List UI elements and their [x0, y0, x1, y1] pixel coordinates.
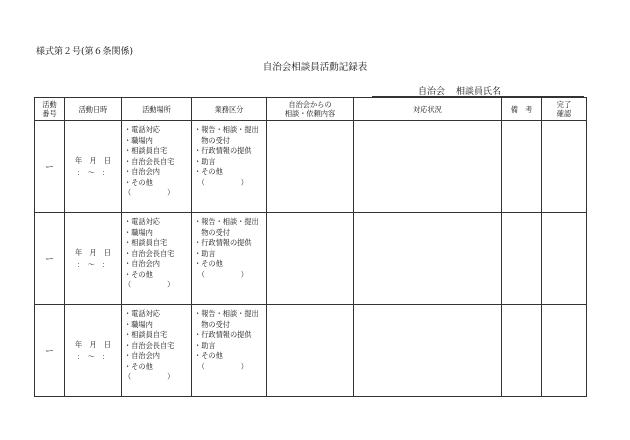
- activity-place-option[interactable]: ・自治会内: [124, 351, 160, 360]
- task-category-options: [194, 309, 266, 372]
- response-status-cell[interactable]: [354, 121, 502, 213]
- column-header-label: 確認: [556, 109, 572, 118]
- document-title: 自治会相談員活動記録表: [262, 62, 368, 73]
- activity-place-option[interactable]: ・電話対応: [124, 125, 160, 134]
- column-header: [65, 98, 122, 121]
- task-category-option[interactable]: 物の受付: [194, 135, 230, 145]
- activity-datetime-cell[interactable]: [65, 121, 122, 213]
- task-category-option[interactable]: ・その他: [194, 167, 223, 176]
- column-header: [542, 98, 587, 121]
- task-category-option[interactable]: ・その他: [194, 351, 223, 360]
- column-header-label: 活動場所: [142, 104, 171, 114]
- consultation-content-cell[interactable]: [267, 305, 354, 397]
- activity-date: 年 月 日: [75, 155, 111, 165]
- task-category-option[interactable]: ・行政情報の提供: [194, 238, 252, 247]
- activity-place-option[interactable]: ・職場内: [124, 227, 153, 237]
- task-category-options: [194, 125, 266, 188]
- activity-place-option[interactable]: ・電話対応: [124, 309, 160, 318]
- activity-place-option[interactable]: ・自治会内: [124, 259, 160, 268]
- consultation-content-cell[interactable]: [267, 213, 354, 305]
- activity-time-range: ： ～ ：: [76, 351, 110, 361]
- task-category-option[interactable]: （ ）: [194, 177, 248, 187]
- activity-place-option[interactable]: ・自治会長自宅: [124, 156, 175, 166]
- activity-place-cell[interactable]: [122, 121, 192, 213]
- column-header: [122, 98, 192, 121]
- activity-place-options: [124, 217, 191, 291]
- completion-check-cell[interactable]: [542, 213, 587, 305]
- signature-label: 相談員氏名: [456, 87, 502, 97]
- activity-place-cell[interactable]: [122, 305, 192, 397]
- activity-time-range: ： ～ ：: [76, 259, 110, 269]
- activity-place-option[interactable]: ・自治会長自宅: [124, 248, 175, 258]
- column-header: [267, 98, 354, 121]
- activity-place-options: [124, 309, 191, 383]
- activity-number-cell[interactable]: [35, 213, 65, 305]
- remarks-cell[interactable]: [502, 213, 542, 305]
- column-header-label: 相談・依頼内容: [284, 109, 336, 118]
- activity-log-table: [34, 97, 587, 397]
- remarks-cell[interactable]: [502, 305, 542, 397]
- column-header: [192, 98, 267, 121]
- activity-place-option[interactable]: ・相談員自宅: [124, 330, 168, 339]
- activity-place-option[interactable]: ・相談員自宅: [124, 238, 168, 247]
- task-category-option[interactable]: ・報告・相談・提出: [194, 309, 259, 318]
- task-category-option[interactable]: （ ）: [194, 361, 248, 371]
- activity-place-option[interactable]: ・その他: [124, 361, 153, 371]
- activity-place-option[interactable]: ・電話対応: [124, 217, 160, 226]
- activity-place-option[interactable]: ・その他: [124, 269, 153, 279]
- activity-number: ー: [44, 163, 54, 173]
- task-category-option[interactable]: ・報告・相談・提出: [194, 125, 259, 134]
- header-row: [35, 98, 587, 121]
- completion-check-cell[interactable]: [542, 121, 587, 213]
- task-category-option[interactable]: （ ）: [194, 269, 248, 279]
- remarks-cell[interactable]: [502, 121, 542, 213]
- activity-time-range: ： ～ ：: [76, 167, 110, 177]
- column-header-label: 業務区分: [214, 104, 244, 114]
- form-number: 様式第２号(第６条関係): [36, 47, 134, 57]
- activity-datetime-cell[interactable]: [65, 213, 122, 305]
- column-header-label: 活動: [42, 100, 57, 109]
- task-category-option[interactable]: ・行政情報の提供: [194, 146, 252, 155]
- activity-number-cell[interactable]: [35, 121, 65, 213]
- response-status-cell[interactable]: [354, 305, 502, 397]
- activity-place-option[interactable]: ・自治会長自宅: [124, 340, 175, 350]
- column-header-label: 番号: [42, 109, 57, 118]
- activity-place-option[interactable]: ・自治会内: [124, 167, 160, 176]
- task-category-cell[interactable]: [192, 305, 267, 397]
- activity-place-option[interactable]: ・その他: [124, 177, 153, 187]
- task-category-option[interactable]: ・助言: [194, 156, 216, 166]
- activity-datetime-cell[interactable]: [65, 305, 122, 397]
- activity-place-option[interactable]: （ ）: [124, 280, 175, 289]
- activity-place-option[interactable]: ・職場内: [124, 135, 153, 145]
- activity-place-option[interactable]: （ ）: [124, 188, 175, 197]
- column-header-label: 対応状況: [413, 104, 442, 114]
- task-category-cell[interactable]: [192, 121, 267, 213]
- activity-place-cell[interactable]: [122, 213, 192, 305]
- activity-place-options: [124, 125, 191, 199]
- activity-number: ー: [44, 255, 54, 265]
- table-row: [35, 121, 587, 213]
- task-category-option[interactable]: ・助言: [194, 248, 216, 258]
- task-category-option[interactable]: ・助言: [194, 340, 216, 350]
- task-category-cell[interactable]: [192, 213, 267, 305]
- task-category-option[interactable]: ・報告・相談・提出: [194, 217, 259, 226]
- column-header: [502, 98, 542, 121]
- column-header-label: 自治会からの: [288, 100, 332, 109]
- activity-number: ー: [44, 347, 54, 357]
- table-row: [35, 305, 587, 397]
- activity-date: 年 月 日: [75, 247, 111, 257]
- table-row: [35, 213, 587, 305]
- column-header-label: 活動日時: [78, 104, 108, 114]
- column-header: [35, 98, 65, 121]
- task-category-options: [194, 217, 266, 280]
- column-header-label: 完了: [556, 100, 572, 109]
- column-header: [354, 98, 502, 121]
- activity-place-option[interactable]: （ ）: [124, 372, 175, 381]
- signature-whitespace: 自治会: [418, 87, 446, 97]
- activity-date: 年 月 日: [75, 339, 111, 349]
- activity-number-cell[interactable]: [35, 305, 65, 397]
- task-category-option[interactable]: 物の受付: [194, 319, 230, 329]
- consultation-content-cell[interactable]: [267, 121, 354, 213]
- task-category-option[interactable]: 物の受付: [194, 227, 230, 237]
- task-category-option[interactable]: ・行政情報の提供: [194, 330, 252, 339]
- response-status-cell[interactable]: [354, 213, 502, 305]
- signature-line[interactable]: [372, 84, 584, 97]
- activity-place-option[interactable]: ・職場内: [124, 319, 153, 329]
- completion-check-cell[interactable]: [542, 305, 587, 397]
- column-header-label: 備 考: [510, 104, 533, 114]
- task-category-option[interactable]: ・その他: [194, 259, 223, 268]
- activity-place-option[interactable]: ・相談員自宅: [124, 146, 168, 155]
